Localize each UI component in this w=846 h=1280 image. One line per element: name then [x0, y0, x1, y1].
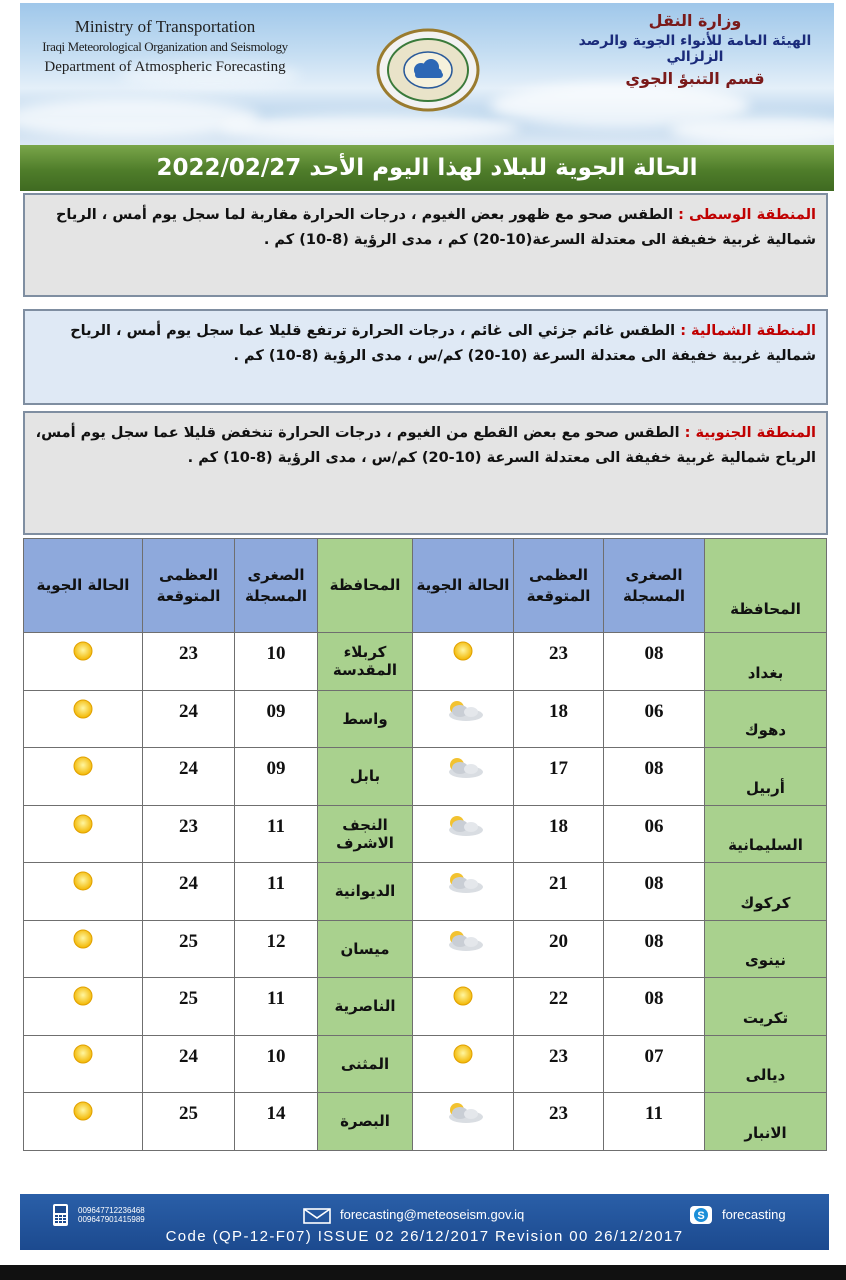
min-temp-cell: 06 [604, 805, 705, 863]
governorate-cell: الانبار [705, 1093, 827, 1151]
phone-number: 009647901415989 [78, 1215, 145, 1224]
condition-cell [24, 863, 143, 921]
max-temp-cell: 25 [143, 1093, 235, 1151]
ministry-name-arabic [570, 11, 820, 88]
max-temp-cell: 25 [143, 920, 235, 978]
skype-handle: forecasting [722, 1207, 786, 1222]
region-north [23, 309, 828, 405]
governorate-cell: أربيل [705, 748, 827, 806]
column-governorate: المحافظة [318, 539, 413, 633]
governorate-cell: المثنى [318, 1035, 413, 1093]
governorate-cell: الناصرية [318, 978, 413, 1036]
governorate-cell: بغداد [705, 633, 827, 691]
min-temp-cell: 11 [604, 1093, 705, 1151]
region-name: المنطقة الوسطى : [678, 207, 816, 223]
min-temp-cell: 11 [235, 863, 318, 921]
condition-cell [413, 920, 514, 978]
column-max-expected: العظمى المتوقعة [514, 539, 604, 633]
department-line-arabic: قسم التنبؤ الجوي [625, 69, 765, 88]
department-line: Department of Atmospheric Forecasting [44, 59, 286, 75]
min-temp-cell: 08 [604, 978, 705, 1036]
min-temp-cell: 09 [235, 690, 318, 748]
mail-icon [303, 1208, 331, 1224]
partly-cloudy-icon [439, 1111, 487, 1132]
ministry-name-english [20, 17, 310, 76]
min-temp-cell: 11 [235, 805, 318, 863]
partly-cloudy-icon [439, 939, 487, 960]
table-row [24, 978, 827, 1036]
sun-icon [439, 996, 487, 1017]
region-name: المنطقة الجنوبية : [684, 425, 816, 441]
condition-cell [24, 1093, 143, 1151]
condition-cell [413, 863, 514, 921]
max-temp-cell: 25 [143, 978, 235, 1036]
min-temp-cell: 07 [604, 1035, 705, 1093]
min-temp-cell: 08 [604, 633, 705, 691]
max-temp-cell: 18 [514, 690, 604, 748]
governorate-cell: ديالى [705, 1035, 827, 1093]
table-row [24, 863, 827, 921]
page-title: الحالة الجوية للبلاد لهذا اليوم الأحد 2022/02/27 [20, 145, 834, 191]
document-code: Code (QP-12-F07) ISSUE 02 26/12/2017 Revision 00 26/12/2017 [165, 1228, 684, 1245]
max-temp-cell: 24 [143, 690, 235, 748]
min-temp-cell: 11 [235, 978, 318, 1036]
governorate-cell: واسط [318, 690, 413, 748]
condition-cell [413, 978, 514, 1036]
region-text: الطقس صحو مع ظهور بعض الغيوم ، درجات الحرارة مقاربة لما سجل يوم أمس ، الرياح شمالية غربية خفيفة الى معتدلة السرعة(10-20) كم ، مدى الرؤية (8-10) كم . [55, 207, 816, 248]
region-name: المنطقة الشمالية : [680, 323, 816, 339]
column-max-expected: العظمى المتوقعة [143, 539, 235, 633]
svg-text:S: S [697, 1210, 705, 1222]
sun-icon [59, 939, 107, 960]
condition-cell [413, 805, 514, 863]
column-governorate: المحافظة [705, 539, 827, 633]
table-row [24, 633, 827, 691]
table-row [24, 1035, 827, 1093]
max-temp-cell: 18 [514, 805, 604, 863]
condition-cell [24, 690, 143, 748]
phone-number: 009647712236468 [78, 1206, 145, 1215]
condition-cell [24, 633, 143, 691]
table-row [24, 920, 827, 978]
max-temp-cell: 23 [143, 633, 235, 691]
governorate-cell: بابل [318, 748, 413, 806]
phone-icon [52, 1203, 69, 1227]
ministry-emblem-icon [375, 28, 481, 112]
governorate-cell: تكريت [705, 978, 827, 1036]
sun-icon [59, 881, 107, 902]
min-temp-cell: 08 [604, 863, 705, 921]
sun-icon [59, 1054, 107, 1075]
condition-cell [24, 1035, 143, 1093]
min-temp-cell: 06 [604, 690, 705, 748]
table-row [24, 748, 827, 806]
max-temp-cell: 23 [514, 1093, 604, 1151]
condition-cell [24, 920, 143, 978]
governorate-cell: النجف الاشرف [318, 805, 413, 863]
condition-cell [24, 805, 143, 863]
region-text: الطقس غائم جزئي الى غائم ، درجات الحرارة ترتفع قليلا عما سجل يوم أمس ، الرياح شمالية غربية خفيفة الى معتدلة السرعة (10-20) كم/س ، مدى الرؤية (8-10) كم . [70, 323, 816, 364]
column-min-recorded: الصغرى المسجلة [235, 539, 318, 633]
skype-icon [690, 1206, 712, 1224]
max-temp-cell: 23 [143, 805, 235, 863]
governorate-cell: ميسان [318, 920, 413, 978]
min-temp-cell: 10 [235, 1035, 318, 1093]
partly-cloudy-icon [439, 881, 487, 902]
letterhead [20, 3, 834, 145]
sun-icon [59, 766, 107, 787]
email-address[interactable]: forecasting@meteoseism.gov.iq [340, 1207, 525, 1222]
table-header-row [24, 539, 827, 633]
phone-numbers [78, 1206, 145, 1224]
column-condition: الحالة الجوية [24, 539, 143, 633]
governorate-cell: دهوك [705, 690, 827, 748]
max-temp-cell: 20 [514, 920, 604, 978]
condition-cell [413, 690, 514, 748]
ministry-line-arabic: وزارة النقل [648, 11, 742, 30]
partly-cloudy-icon [439, 766, 487, 787]
partly-cloudy-icon [439, 824, 487, 845]
organization-line: Iraqi Meteorological Organization and Seismology [42, 39, 288, 54]
condition-cell [413, 633, 514, 691]
sun-icon [439, 651, 487, 672]
table-row [24, 1093, 827, 1151]
governorate-cell: نينوى [705, 920, 827, 978]
min-temp-cell: 10 [235, 633, 318, 691]
sun-icon [59, 824, 107, 845]
ministry-line: Ministry of Transportation [74, 17, 256, 36]
column-min-recorded: الصغرى المسجلة [604, 539, 705, 633]
region-text: الطقس صحو مع بعض القطع من الغيوم ، درجات الحرارة تنخفض قليلا عما سجل يوم أمس، الرياح شمالية غربية خفيفة الى معتدلة السرعة (10-20) كم/س ، مدى الرؤية (8-10) كم . [35, 425, 816, 466]
max-temp-cell: 21 [514, 863, 604, 921]
min-temp-cell: 14 [235, 1093, 318, 1151]
sun-icon [59, 651, 107, 672]
organization-line-arabic: الهيئة العامة للأنواء الجوية والرصد الزلزالي [578, 33, 812, 65]
region-south [23, 411, 828, 535]
governorate-cell: البصرة [318, 1093, 413, 1151]
condition-cell [24, 978, 143, 1036]
max-temp-cell: 23 [514, 1035, 604, 1093]
condition-cell [413, 1035, 514, 1093]
footer [20, 1194, 829, 1250]
table-row [24, 690, 827, 748]
condition-cell [24, 748, 143, 806]
max-temp-cell: 23 [514, 633, 604, 691]
min-temp-cell: 08 [604, 748, 705, 806]
bottom-band [0, 1265, 846, 1280]
sun-icon [59, 996, 107, 1017]
max-temp-cell: 24 [143, 1035, 235, 1093]
partly-cloudy-icon [439, 709, 487, 730]
sun-icon [439, 1054, 487, 1075]
region-central [23, 193, 828, 297]
max-temp-cell: 24 [143, 748, 235, 806]
table-row [24, 805, 827, 863]
max-temp-cell: 22 [514, 978, 604, 1036]
min-temp-cell: 08 [604, 920, 705, 978]
sun-icon [59, 709, 107, 730]
condition-cell [413, 748, 514, 806]
sun-icon [59, 1111, 107, 1132]
governorate-cell: السليمانية [705, 805, 827, 863]
min-temp-cell: 12 [235, 920, 318, 978]
governorate-cell: كربلاء المقدسة [318, 633, 413, 691]
column-condition: الحالة الجوية [413, 539, 514, 633]
governorate-cell: الديوانية [318, 863, 413, 921]
governorate-cell: كركوك [705, 863, 827, 921]
max-temp-cell: 17 [514, 748, 604, 806]
condition-cell [413, 1093, 514, 1151]
min-temp-cell: 09 [235, 748, 318, 806]
max-temp-cell: 24 [143, 863, 235, 921]
forecast-table [23, 538, 827, 1151]
